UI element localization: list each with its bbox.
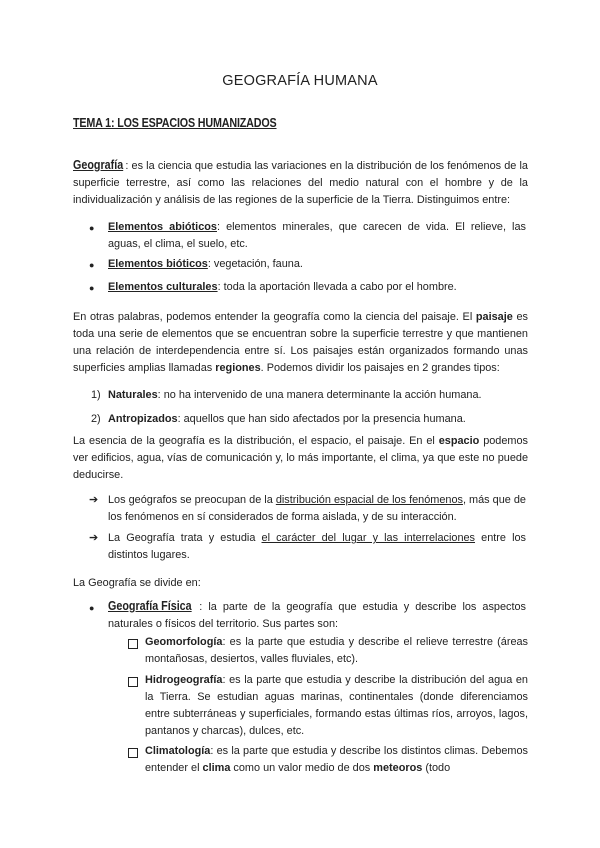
page-title: GEOGRAFÍA HUMANA xyxy=(222,73,378,89)
list-item-text: : toda la aportación llevada a cabo por el hombre. xyxy=(217,281,457,293)
paragraph-text: La esencia de la geografía es la distribución, el espacio, el paisaje. En el xyxy=(73,435,439,447)
underlined-phrase: el carácter del lugar y las interrelaciones xyxy=(261,532,476,544)
list-item-text: : vegetación, fauna. xyxy=(207,258,303,270)
sub-item-text: : es la parte que estudia y describe el relieve terrestre (áreas montañosas, desiertos, valles fluviales, etc). xyxy=(145,636,528,665)
list-item-text: : no ha intervenido de una manera determinante la acción humana. xyxy=(157,389,482,401)
sub-item-text: como un valor medio de dos xyxy=(230,762,374,774)
paisaje-paragraph xyxy=(73,309,528,377)
list-item-term: Elementos culturales xyxy=(108,281,218,293)
bullet-icon: ● xyxy=(89,283,95,293)
list-item-text: : elementos minerales, que carecen de vida. El relieve, las aguas, el clima, el suelo, etc. xyxy=(108,221,526,250)
divide-line: La Geografía se divide en: xyxy=(73,577,201,589)
paragraph-text: En otras palabras, podemos entender la geografía como la ciencia del paisaje. El xyxy=(73,311,476,323)
sub-item-text: : es la parte que estudia y describe la distribución del agua en la Tierra. Se estudian aguas marinas, continentales (donde diferenciamos entre subterráneas y superficiales, formando estas últimas ríos, arroyos, lagos, pantanos y charcas), dulces, etc. xyxy=(145,674,528,737)
list-number: 1) xyxy=(91,389,101,401)
geografia-definition xyxy=(73,157,528,209)
list-item-text: Los geógrafos se preocupan de la xyxy=(108,494,276,506)
list-item xyxy=(108,411,526,428)
checkbox[interactable] xyxy=(128,748,138,758)
esencia-paragraph xyxy=(73,433,528,484)
list-item-term: Antropizados xyxy=(108,413,178,425)
geografia-fisica-term: Geografía Física xyxy=(108,599,192,613)
clima-term: clima xyxy=(202,762,231,774)
list-item xyxy=(108,492,526,526)
sub-item-term: Geomorfología xyxy=(145,636,223,648)
list-item-term: Elementos abióticos xyxy=(108,221,217,233)
paragraph-text: es toda una serie de elementos que se encuentran sobre la superficie terrestre y que mantienen una relación de interdependencia entre sí. Los paisajes están organizados formando unas superficies amplias llamadas xyxy=(73,311,528,374)
list-item xyxy=(108,279,526,296)
sub-list-item xyxy=(145,743,528,777)
regiones-term: regiones xyxy=(215,362,261,374)
meteoros-term: meteoros xyxy=(373,762,423,774)
geografia-term: Geografía xyxy=(73,158,124,172)
list-item xyxy=(108,387,526,404)
list-item xyxy=(108,530,526,564)
sub-item-term: Climatología xyxy=(145,745,211,757)
list-item-text: La Geografía trata y estudia xyxy=(108,532,262,544)
list-item xyxy=(108,598,526,633)
geografia-text: : es la ciencia que estudia las variaciones en la distribución de los fenómenos de la superficie terrestre, así como las relaciones del medio natural con el hombre y de la individualización y análisis de las regiones de la superficie de la Tierra. Distinguimos entre: xyxy=(73,160,528,206)
list-item-text: , más que de los fenómenos en sí considerados de forma aislada, y de su interacción. xyxy=(108,494,526,523)
list-item-term: Naturales xyxy=(108,389,158,401)
paragraph-text: podemos ver edificios, agua, vías de comunicación y, lo más importante, el clima, ya que este no puede deducirse. xyxy=(73,435,528,481)
underlined-phrase: distribución espacial de los fenómenos xyxy=(275,494,463,506)
list-number: 2) xyxy=(91,413,101,425)
sub-item-text: : es la parte que estudia y describe los distintos climas. Debemos entender el xyxy=(145,745,528,774)
paisaje-term: paisaje xyxy=(475,311,513,323)
paragraph-text: . Podemos dividir los paisajes en 2 grandes tipos: xyxy=(260,362,500,374)
sub-list-item xyxy=(145,672,528,740)
checkbox[interactable] xyxy=(128,677,138,687)
list-item-term: Elementos bióticos xyxy=(108,258,208,270)
arrow-icon: ➔ xyxy=(89,494,99,506)
section-title: TEMA 1: LOS ESPACIOS HUMANIZADOS xyxy=(73,116,277,130)
bullet-icon: ● xyxy=(89,603,95,613)
bullet-icon: ● xyxy=(89,223,95,233)
espacio-term: espacio xyxy=(438,435,480,447)
sub-item-term: Hidrogeografía xyxy=(145,674,223,686)
list-item xyxy=(108,219,526,253)
list-item-text: : aquellos que han sido afectados por la presencia humana. xyxy=(177,413,466,425)
list-item-text: entre los distintos lugares. xyxy=(108,532,527,561)
arrow-icon: ➔ xyxy=(89,532,99,544)
list-item xyxy=(108,256,526,273)
checkbox[interactable] xyxy=(128,639,138,649)
sub-list-item xyxy=(145,634,528,668)
bullet-icon: ● xyxy=(89,260,95,270)
list-item-text: : la parte de la geografía que estudia y describe los aspectos naturales o físicos del territorio. Sus partes son: xyxy=(108,601,526,630)
sub-item-text: (todo xyxy=(422,762,451,774)
